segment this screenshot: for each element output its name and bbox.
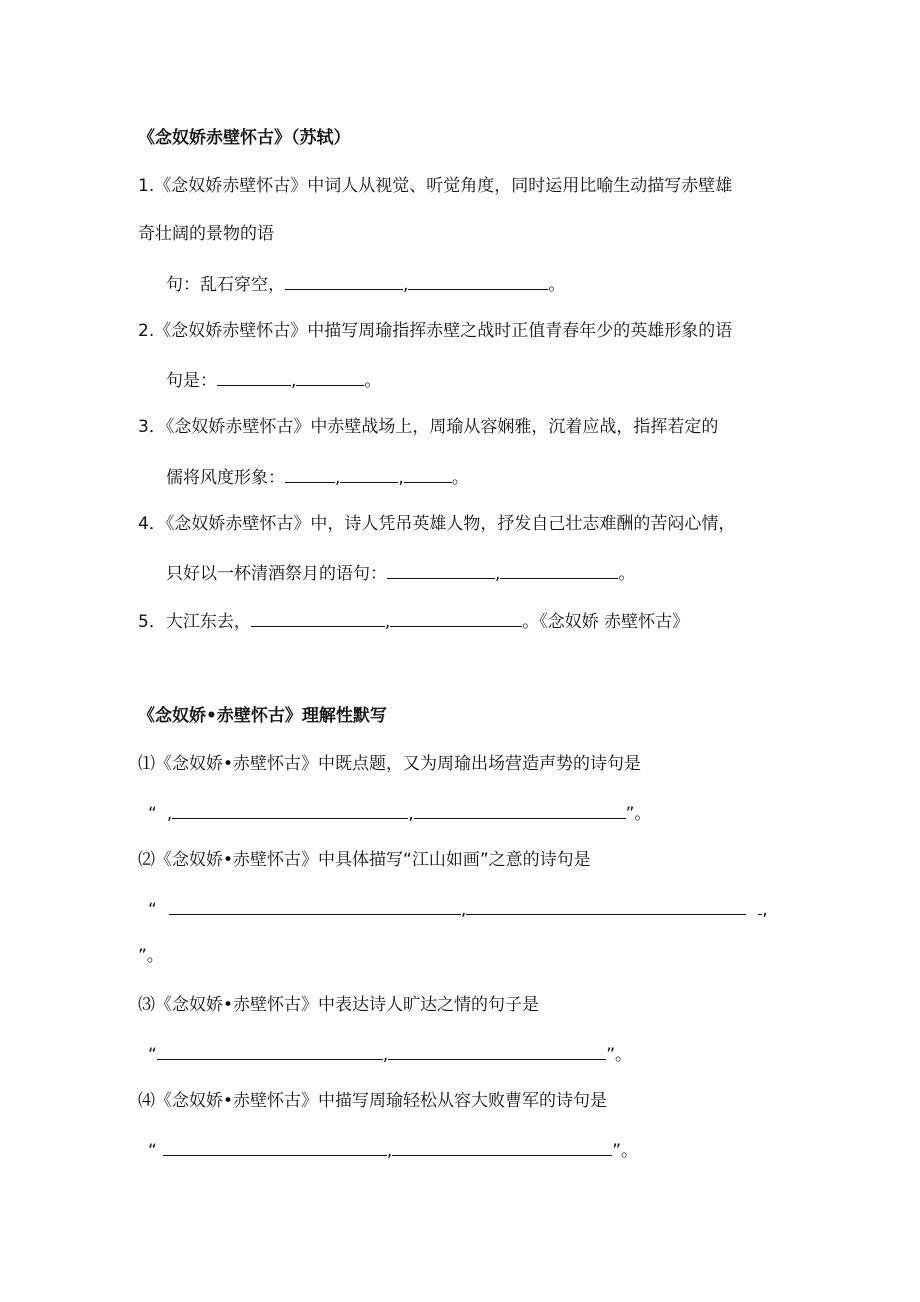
- q3-sep-1: ,: [335, 468, 341, 488]
- s2-q3-answer: [148, 1041, 632, 1067]
- q2-blank-2[interactable]: [296, 367, 364, 386]
- s2-q3-blank-2[interactable]: [388, 1041, 606, 1060]
- s2-q4-text: ⑷《念奴娇•赤壁怀古》中描写周瑜轻松从容大败曹军的诗句是: [138, 1091, 608, 1111]
- q3-blank-2[interactable]: [340, 464, 398, 483]
- s2-q1-answer: [148, 800, 651, 826]
- s2-q4-sep: ,: [386, 1141, 393, 1161]
- q2-blank-1[interactable]: [217, 367, 291, 386]
- q3-end: 。: [451, 468, 469, 488]
- q1-blank-2[interactable]: [408, 271, 548, 290]
- q4-end: 。: [618, 564, 636, 584]
- q4-prefix: 只好以一杯清酒祭月的语句：: [166, 564, 387, 584]
- q1-line1: 1.《念奴娇赤壁怀古》中词人从视觉、听觉角度，同时运用比喻生动描写赤壁雄: [138, 176, 733, 196]
- q1-prefix: 句：乱石穿空，: [166, 275, 285, 295]
- q3-line1: 3．《念奴娇赤壁怀古》中赤壁战场上，周瑜从容娴雅，沉着应战，指挥若定的: [138, 417, 719, 437]
- q5-source: 《念奴娇 赤壁怀古》: [539, 612, 690, 632]
- s2-q4-blank-2[interactable]: [392, 1137, 612, 1156]
- s2-q3-close: ”。: [606, 1045, 633, 1065]
- s2-q2-answer: [148, 896, 768, 922]
- s2-q1-blank-1[interactable]: [172, 800, 408, 819]
- s2-q3-text: ⑶《念奴娇•赤壁怀古》中表达诗人旷达之情的句子是: [138, 995, 540, 1015]
- s2-q2-blank-2[interactable]: [466, 896, 746, 915]
- s2-q2-open: “: [148, 900, 157, 920]
- s2-q3-sep: ,: [382, 1045, 389, 1065]
- s2-q4-answer: [148, 1137, 638, 1163]
- q3-blank-1[interactable]: [285, 464, 335, 483]
- q5-blank-2[interactable]: [390, 608, 522, 627]
- q2-line1: 2.《念奴娇赤壁怀古》中描写周瑜指挥赤壁之战时正值青春年少的英雄形象的语: [138, 321, 733, 341]
- s2-q1-sep: ,: [408, 804, 414, 824]
- s2-q1-blank-2[interactable]: [414, 800, 626, 819]
- q1-line2: 奇壮阔的景物的语: [138, 224, 274, 244]
- s2-q2-sep: ,: [460, 900, 467, 920]
- q1-end: 。: [548, 275, 566, 295]
- q2-sep: ,: [291, 371, 297, 391]
- q5-sep: ,: [384, 612, 391, 632]
- s2-q2-blank-1[interactable]: [169, 896, 461, 915]
- q3-blank-3[interactable]: [404, 464, 452, 483]
- s2-q3-blank-1[interactable]: [157, 1041, 383, 1060]
- q1-sep: ,: [403, 275, 409, 295]
- q4-line1: 4．《念奴娇赤壁怀古》中，诗人凭吊英雄人物，抒发自己壮志难酬的苦闷心情，: [138, 514, 736, 534]
- s2-q4-blank-1[interactable]: [163, 1137, 387, 1156]
- q4-blank-1[interactable]: [387, 560, 495, 579]
- s2-q1-open: “: [148, 804, 157, 824]
- q3-line2: [166, 464, 469, 490]
- s2-q1-text: ⑴《念奴娇•赤壁怀古》中既点题，又为周瑜出场营造声势的诗句是: [138, 754, 642, 774]
- q1-blank-1[interactable]: [285, 271, 403, 290]
- s2-q2-close: ”。: [138, 946, 164, 966]
- q4-blank-2[interactable]: [500, 560, 618, 579]
- s2-q1-sep-lead: ,: [166, 804, 173, 824]
- s2-q2-close-line: [138, 944, 164, 968]
- s2-q1-close: ”。: [625, 804, 652, 824]
- s2-q4-close: ”。: [612, 1141, 639, 1161]
- section1-title: 《念奴娇赤壁怀古》（苏轼）: [138, 128, 351, 148]
- q2-end: 。: [364, 371, 382, 391]
- s2-q4-open: “: [148, 1141, 157, 1161]
- s2-q3-open: “: [148, 1045, 157, 1065]
- s2-q2-sep-2: ,: [762, 900, 768, 920]
- q3-sep-2: ,: [398, 468, 404, 488]
- q5-line: [138, 608, 689, 634]
- q5-end: 。: [522, 612, 540, 632]
- s2-q2-text: ⑵《念奴娇•赤壁怀古》中具体描写“江山如画”之意的诗句是: [138, 850, 591, 870]
- q4-line2: [166, 560, 635, 586]
- q2-prefix: 句是：: [166, 371, 217, 391]
- q4-sep: ,: [495, 564, 501, 584]
- section2-title: 《念奴娇•赤壁怀古》理解性默写: [138, 706, 387, 726]
- q2-line2: [166, 367, 381, 393]
- q5-blank-1[interactable]: [251, 608, 385, 627]
- q1-line3: [166, 271, 565, 297]
- q3-prefix: 儒将风度形象：: [166, 468, 285, 488]
- q5-prefix: 5．大江东去，: [138, 612, 251, 632]
